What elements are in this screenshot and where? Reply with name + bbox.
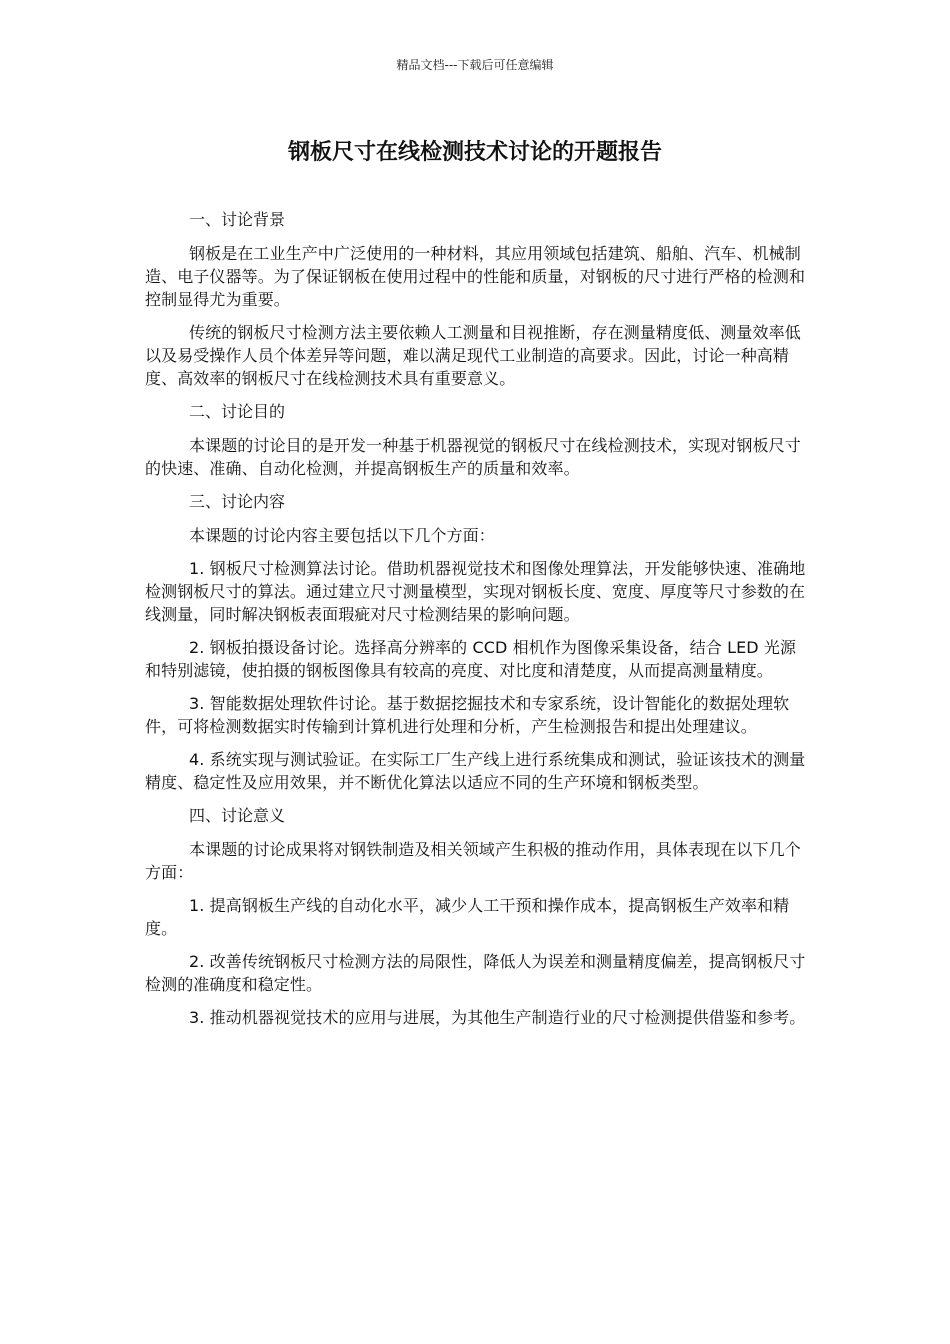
list-item: 4. 系统实现与测试验证。在实际工厂生产线上进行系统集成和测试，验证该技术的测量精度、稳定性及应用效果，并不断优化算法以适应不同的生产环境和钢板类型。 — [145, 750, 806, 792]
document-body — [145, 208, 807, 1039]
page-title: 钢板尺寸在线检测技术讨论的开题报告 — [287, 140, 662, 165]
paragraph: 本课题的讨论内容主要包括以下几个方面： — [189, 526, 495, 545]
header-note: 精品文档---下载后可任意编辑 — [396, 58, 554, 72]
paragraph: 本课题的讨论成果将对钢铁制造及相关领域产生积极的推动作用，具体表现在以下几个方面： — [145, 840, 801, 882]
section-heading-significance: 四、讨论意义 — [189, 806, 286, 825]
list-item: 2. 改善传统钢板尺寸检测方法的局限性，降低人为误差和测量精度偏差，提高钢板尺寸检测的准确度和稳定性。 — [145, 952, 806, 994]
paragraph: 本课题的讨论目的是开发一种基于机器视觉的钢板尺寸在线检测技术，实现对钢板尺寸的快速、准确、自动化检测，并提高钢板生产的质量和效率。 — [145, 436, 801, 478]
section-heading-content: 三、讨论内容 — [189, 492, 286, 511]
paragraph: 钢板是在工业生产中广泛使用的一种材料，其应用领域包括建筑、船舶、汽车、机械制造、电子仪器等。为了保证钢板在使用过程中的性能和质量，对钢板的尺寸进行严格的检测和控制显得尤为重要。 — [145, 244, 806, 309]
list-item: 3. 推动机器视觉技术的应用与进展，为其他生产制造行业的尺寸检测提供借鉴和参考。 — [189, 1008, 806, 1027]
list-item: 3. 智能数据处理软件讨论。基于数据挖掘技术和专家系统，设计智能化的数据处理软件，可将检测数据实时传输到计算机进行处理和分析，产生检测报告和提出处理建议。 — [145, 694, 790, 736]
list-item: 1. 提高钢板生产线的自动化水平，减少人工干预和操作成本，提高钢板生产效率和精度。 — [145, 896, 790, 938]
list-item: 2. 钢板拍摄设备讨论。选择高分辨率的 CCD 相机作为图像采集设备，结合 LED 光源和特别滤镜，使拍摄的钢板图像具有较高的亮度、对比度和清楚度，从而提高测量精度。 — [145, 638, 797, 680]
paragraph: 传统的钢板尺寸检测方法主要依赖人工测量和目视推断，存在测量精度低、测量效率低以及易受操作人员个体差异等问题，难以满足现代工业制造的高要求。因此，讨论一种高精度、高效率的钢板尺寸在线检测技术具有重要意义。 — [145, 323, 801, 388]
list-item: 1. 钢板尺寸检测算法讨论。借助机器视觉技术和图像处理算法，开发能够快速、准确地检测钢板尺寸的算法。通过建立尺寸测量模型，实现对钢板长度、宽度、厚度等尺寸参数的在线测量，同时解决钢板表面瑕疵对尺寸检测结果的影响问题。 — [145, 559, 806, 624]
section-heading-purpose: 二、讨论目的 — [189, 402, 286, 421]
section-heading-background: 一、讨论背景 — [189, 210, 286, 229]
